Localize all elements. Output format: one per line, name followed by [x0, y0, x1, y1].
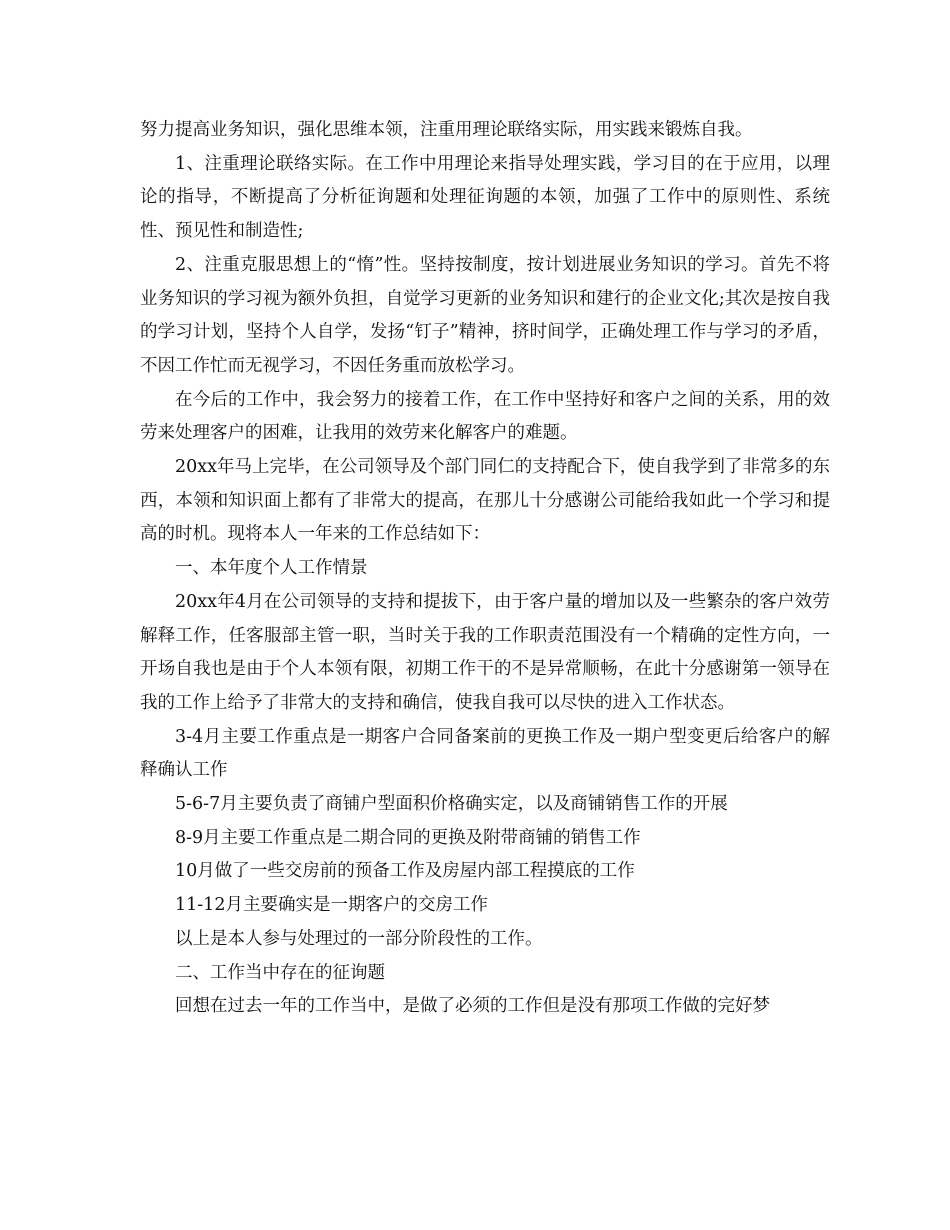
- paragraph-1: 1、注重理论联络实际。在工作中用理论来指导处理实践，学习目的在于应用，以理论的指导，不断提高了分析征询题和处理征询题的本领，加强了工作中的原则性、系统性、预见性和制造性;: [140, 153, 830, 242]
- paragraph-9: 8-9月主要工作重点是二期合同的更换及附带商铺的销售工作: [175, 827, 641, 848]
- section-heading-1: 一、本年度个人工作情景: [175, 558, 368, 579]
- paragraph-8: 5-6-7月主要负责了商铺户型面积价格确实定，以及商铺销售工作的开展: [175, 794, 728, 815]
- paragraph-4: 20xx年马上完毕，在公司领导及个部门同仁的支持配合下，使自我学到了非常多的东西，本领和知识面上都有了非常大的提高，在那儿十分感谢公司能给我如此一个学习和提高的时机。现将本人一年来的工作总结如下：: [140, 457, 830, 545]
- paragraph-6: 20xx年4月在公司领导的支持和提拔下，由于客户量的增加以及一些繁杂的客户效劳解释工作，任客服部主管一职，当时关于我的工作职责范围没有一个精确的定性方向，一开场自我也是由于个人本领有限，初期工作干的不是异常顺畅，在此十分感谢第一领导在我的工作上给予了非常大的支持和确信，使我自我可以尽快的进入工作状态。: [140, 591, 830, 713]
- paragraph-0: 努力提高业务知识，强化思维本领，注重用理论联络实际，用实践来锻炼自我。: [140, 120, 753, 140]
- paragraph-10: 10月做了一些交房前的预备工作及房屋内部工程摸底的工作: [175, 861, 635, 882]
- paragraph-14: 回想在过去一年的工作当中，是做了必须的工作但是没有那项工作做的完好梦: [175, 996, 770, 1017]
- document-body: [140, 114, 830, 1024]
- paragraph-3: 在今后的工作中，我会努力的接着工作，在工作中坚持好和客户之间的关系，用的效劳来处理客户的困难，让我用的效劳来化解客户的难题。: [140, 389, 830, 444]
- paragraph-7: 3-4月主要工作重点是一期客户合同备案前的更换工作及一期户型变更后给客户的解释确认工作: [140, 726, 830, 781]
- paragraph-2: 2、注重克服思想上的“惰”性。坚持按制度，按计划进展业务知识的学习。首先不将业务知识的学习视为额外负担，自觉学习更新的业务知识和建行的企业文化;其次是按自我的学习计划，坚持个人自学，发扬“钉子”精神，挤时间学，正确处理工作与学习的矛盾，不因工作忙而无视学习，不因任务重而放松学习。: [140, 254, 830, 376]
- paragraph-11: 11-12月主要确实是一期客户的交房工作: [175, 895, 488, 916]
- section-heading-2: 二、工作当中存在的征询题: [175, 962, 385, 983]
- paragraph-12: 以上是本人参与处理过的一部分阶段性的工作。: [175, 928, 543, 949]
